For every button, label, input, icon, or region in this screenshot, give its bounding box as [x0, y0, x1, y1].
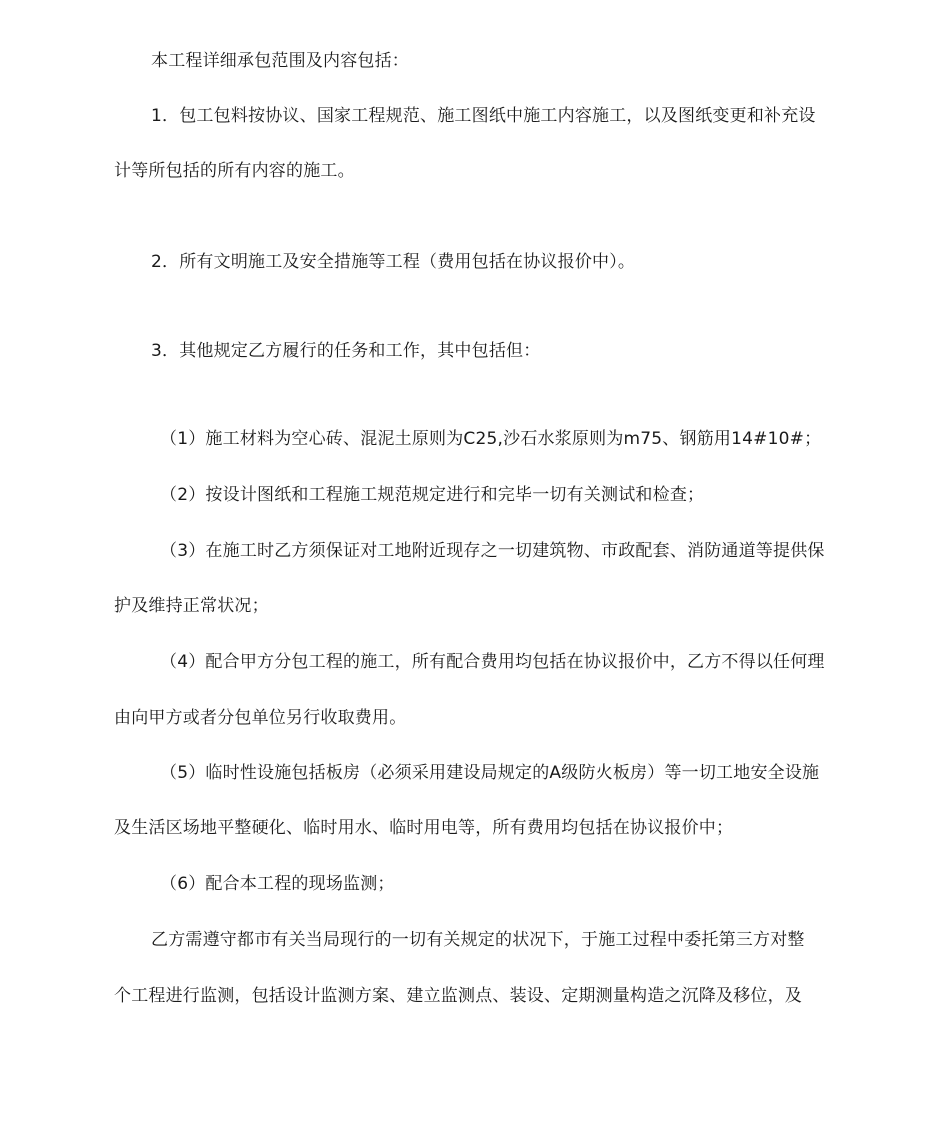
item-2: 2．所有文明施工及安全措施等工程（费用包括在协议报价中）。	[151, 252, 636, 272]
item-3: 3．其他规定乙方履行的任务和工作，其中包括但：	[151, 341, 541, 361]
monitoring-paragraph-line-1: 乙方需遵守都市有关当局现行的一切有关规定的状况下，于施工过程中委托第三方对整	[151, 930, 805, 950]
sub-item-4-line-2: 由向甲方或者分包单位另行收取费用。	[114, 708, 407, 728]
sub-item-3-line-2: 护及维持正常状况；	[114, 596, 269, 616]
sub-item-4-line-1: （4）配合甲方分包工程的施工，所有配合费用均包括在协议报价中，乙方不得以任何理	[160, 652, 825, 672]
sub-item-3-line-1: （3）在施工时乙方须保证对工地附近现存之一切建筑物、市政配套、消防通道等提供保	[160, 541, 825, 561]
sub-item-5-line-1: （5）临时性设施包括板房（必须采用建设局规定的A级防火板房）等一切工地安全设施	[160, 763, 820, 783]
sub-item-2: （2）按设计图纸和工程施工规范规定进行和完毕一切有关测试和检查；	[160, 485, 705, 505]
sub-item-1: （1）施工材料为空心砖、混泥土原则为C25,沙石水浆原则为m75、钢筋用14#10#；	[160, 429, 822, 449]
sub-item-6: （6）配合本工程的现场监测；	[160, 874, 395, 894]
item-1-line-2: 计等所包括的所有内容的施工。	[114, 161, 355, 181]
monitoring-paragraph-line-2: 个工程进行监测，包括设计监测方案、建立监测点、装设、定期测量构造之沉降及移位，及	[114, 986, 802, 1006]
sub-item-5-line-2: 及生活区场地平整硬化、临时用水、临时用电等，所有费用均包括在协议报价中；	[114, 818, 734, 838]
scope-heading: 本工程详细承包范围及内容包括：	[151, 51, 409, 71]
item-1-line-1: 1．包工包料按协议、国家工程规范、施工图纸中施工内容施工，以及图纸变更和补充设	[151, 106, 816, 126]
